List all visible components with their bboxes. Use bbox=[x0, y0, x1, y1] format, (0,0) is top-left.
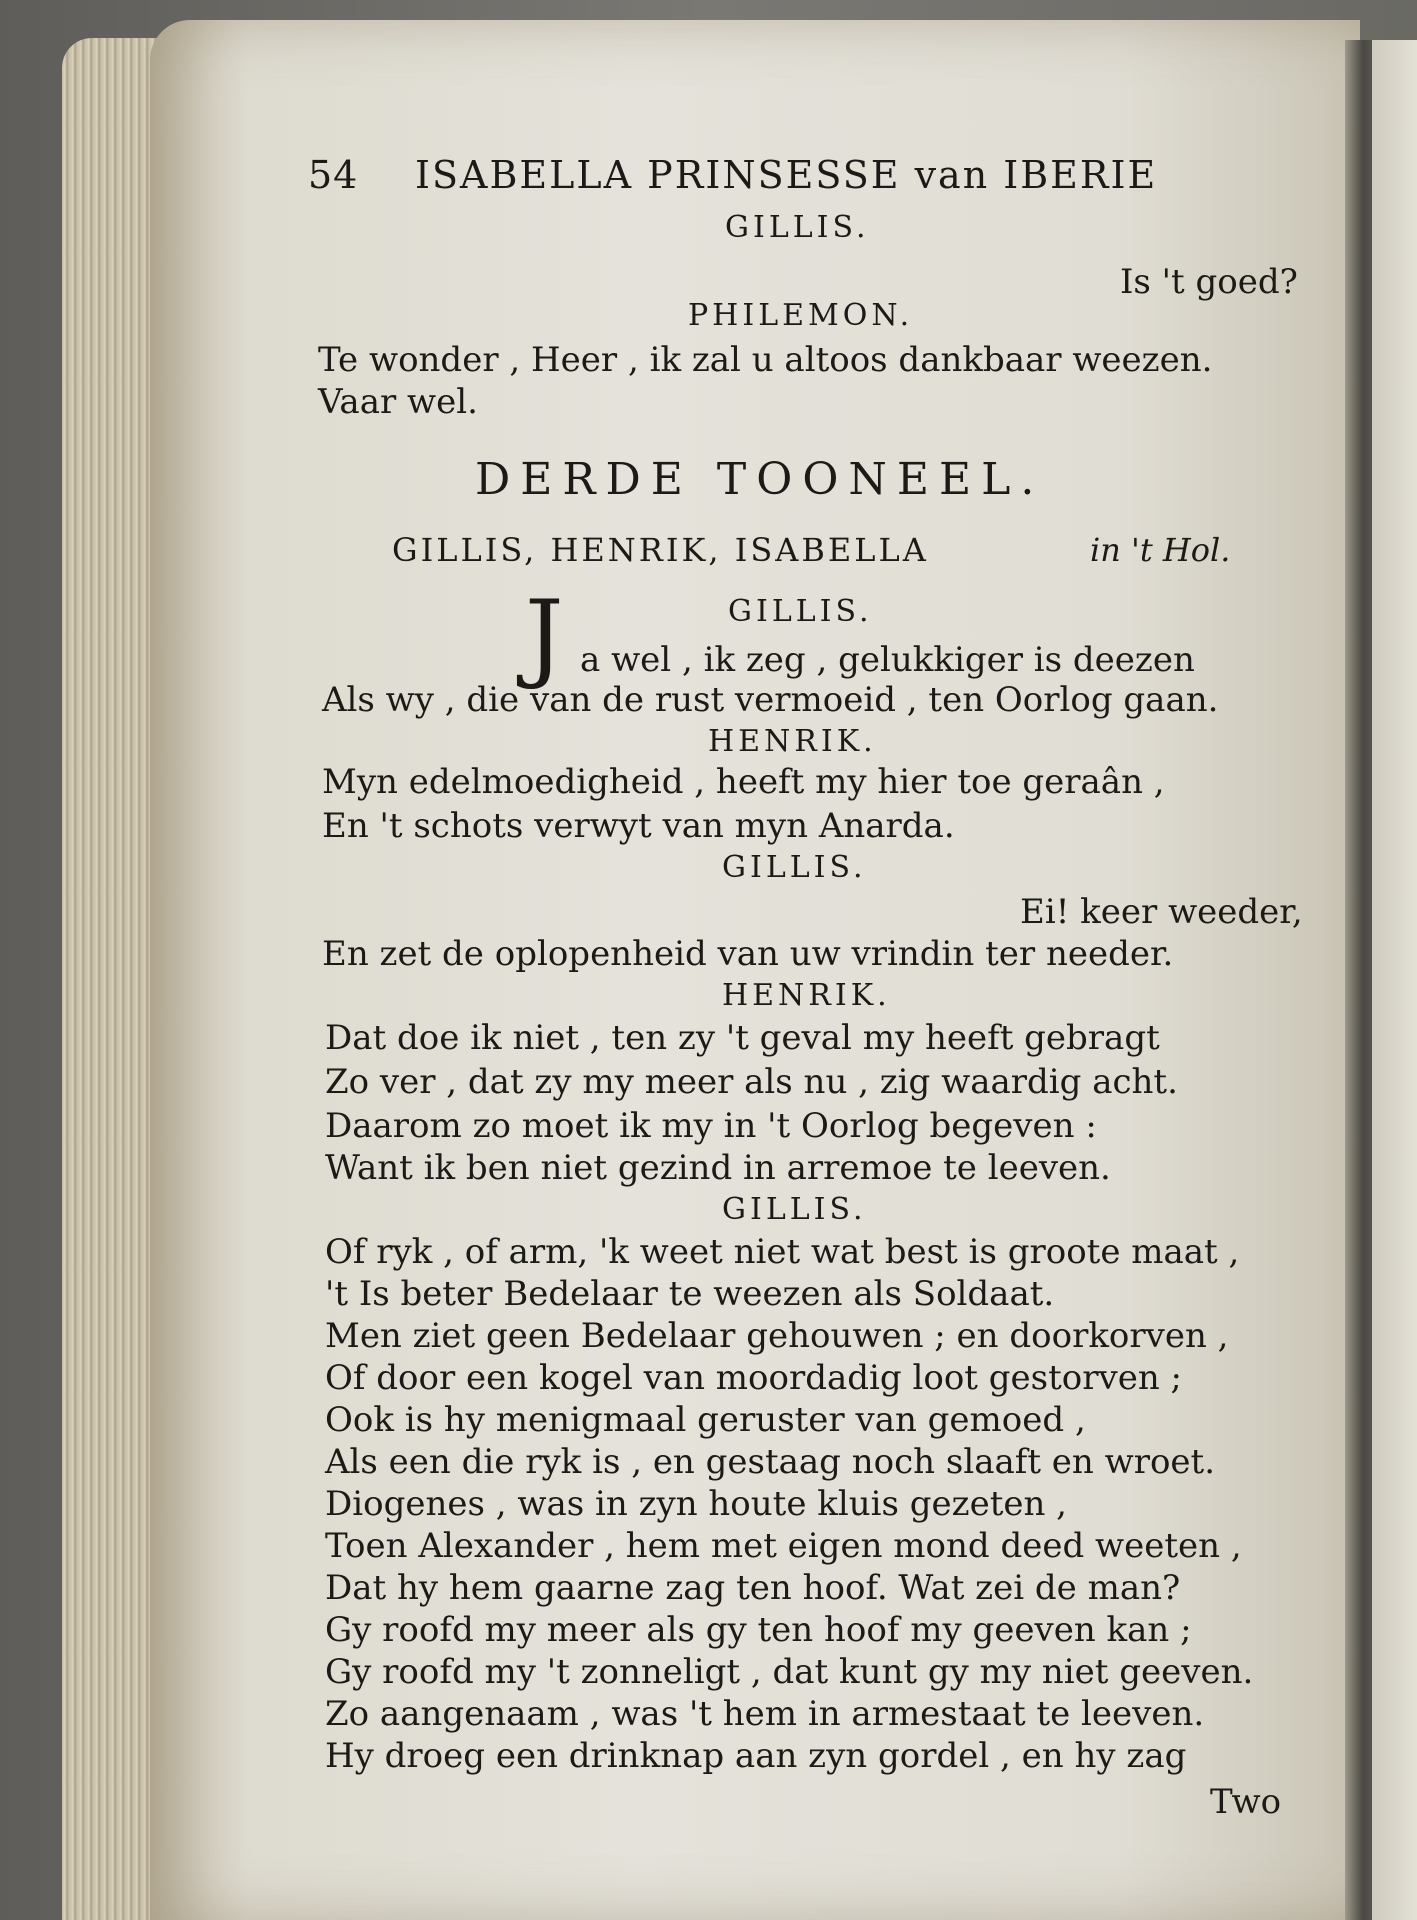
verse-line: Gy roofd my meer als gy ten hoof my geeven kan ; bbox=[325, 1610, 1192, 1650]
verse-line: Dat doe ik niet , ten zy 't geval my heeft gebragt bbox=[325, 1018, 1160, 1058]
verse-line: Dat hy hem gaarne zag ten hoof. Wat zei de man? bbox=[325, 1568, 1181, 1608]
speaker-henrik: HENRIK. bbox=[722, 978, 891, 1013]
scene-cast: GILLIS, HENRIK, ISABELLA bbox=[392, 531, 929, 569]
drop-cap: J bbox=[525, 580, 564, 692]
verse-line: a wel , ik zeg , gelukkiger is deezen bbox=[580, 640, 1195, 680]
page-number: 54 bbox=[308, 153, 359, 197]
verse-line: Zo ver , dat zy my meer als nu , zig waardig acht. bbox=[325, 1062, 1178, 1102]
speaker-philemon: PHILEMON. bbox=[688, 298, 914, 333]
verse-line: Als wy , die van de rust vermoeid , ten Oorlog gaan. bbox=[322, 680, 1219, 720]
verse-line: Myn edelmoedigheid , heeft my hier toe geraân , bbox=[322, 762, 1165, 802]
verse-line: Ook is hy menigmaal geruster van gemoed , bbox=[325, 1400, 1086, 1440]
verse-line: Toen Alexander , hem met eigen mond deed weeten , bbox=[325, 1526, 1242, 1566]
verse-line: Als een die ryk is , en gestaag noch slaaft en wroet. bbox=[325, 1442, 1216, 1482]
verse-line: En 't schots verwyt van myn Anarda. bbox=[322, 806, 955, 846]
catchword: Two bbox=[1210, 1782, 1282, 1822]
scene-title: DERDE TOONEEL. bbox=[475, 454, 1045, 505]
verse-line: Men ziet geen Bedelaar gehouwen ; en doorkorven , bbox=[325, 1316, 1229, 1356]
speaker-gillis: GILLIS. bbox=[725, 210, 870, 245]
speaker-gillis: GILLIS. bbox=[722, 850, 867, 885]
verse-line: Zo aangenaam , was 't hem in armestaat te leeven. bbox=[325, 1694, 1205, 1734]
verse-line: Vaar wel. bbox=[318, 382, 478, 422]
verse-line: Of door een kogel van moordadig loot gestorven ; bbox=[325, 1358, 1182, 1398]
verse-line: Gy roofd my 't zonneligt , dat kunt gy my niet geeven. bbox=[325, 1652, 1254, 1692]
verse-line: Diogenes , was in zyn houte kluis gezeten , bbox=[325, 1484, 1067, 1524]
verse-line: Is 't goed? bbox=[1120, 262, 1298, 302]
verse-line: Of ryk , of arm, 'k weet niet wat best is groote maat , bbox=[325, 1232, 1240, 1272]
speaker-gillis: GILLIS. bbox=[722, 1192, 867, 1227]
scene-location: in 't Hol. bbox=[1090, 531, 1231, 569]
verse-line: 't Is beter Bedelaar te weezen als Soldaat. bbox=[325, 1274, 1055, 1314]
verse-line: Daarom zo moet ik my in 't Oorlog begeven : bbox=[325, 1106, 1097, 1146]
speaker-henrik: HENRIK. bbox=[708, 724, 877, 759]
speaker-gillis: GILLIS. bbox=[728, 594, 873, 629]
verse-line: Ei! keer weeder, bbox=[1020, 892, 1303, 932]
verse-line: Want ik ben niet gezind in arremoe te leeven. bbox=[325, 1148, 1111, 1188]
verse-line: Hy droeg een drinknap aan zyn gordel , en hy zag bbox=[325, 1736, 1187, 1776]
verse-line: Te wonder , Heer , ik zal u altoos dankbaar weezen. bbox=[318, 340, 1213, 380]
running-title: ISABELLA PRINSESSE van IBERIE bbox=[415, 153, 1158, 197]
verse-line: En zet de oplopenheid van uw vrindin ter needer. bbox=[322, 934, 1174, 974]
